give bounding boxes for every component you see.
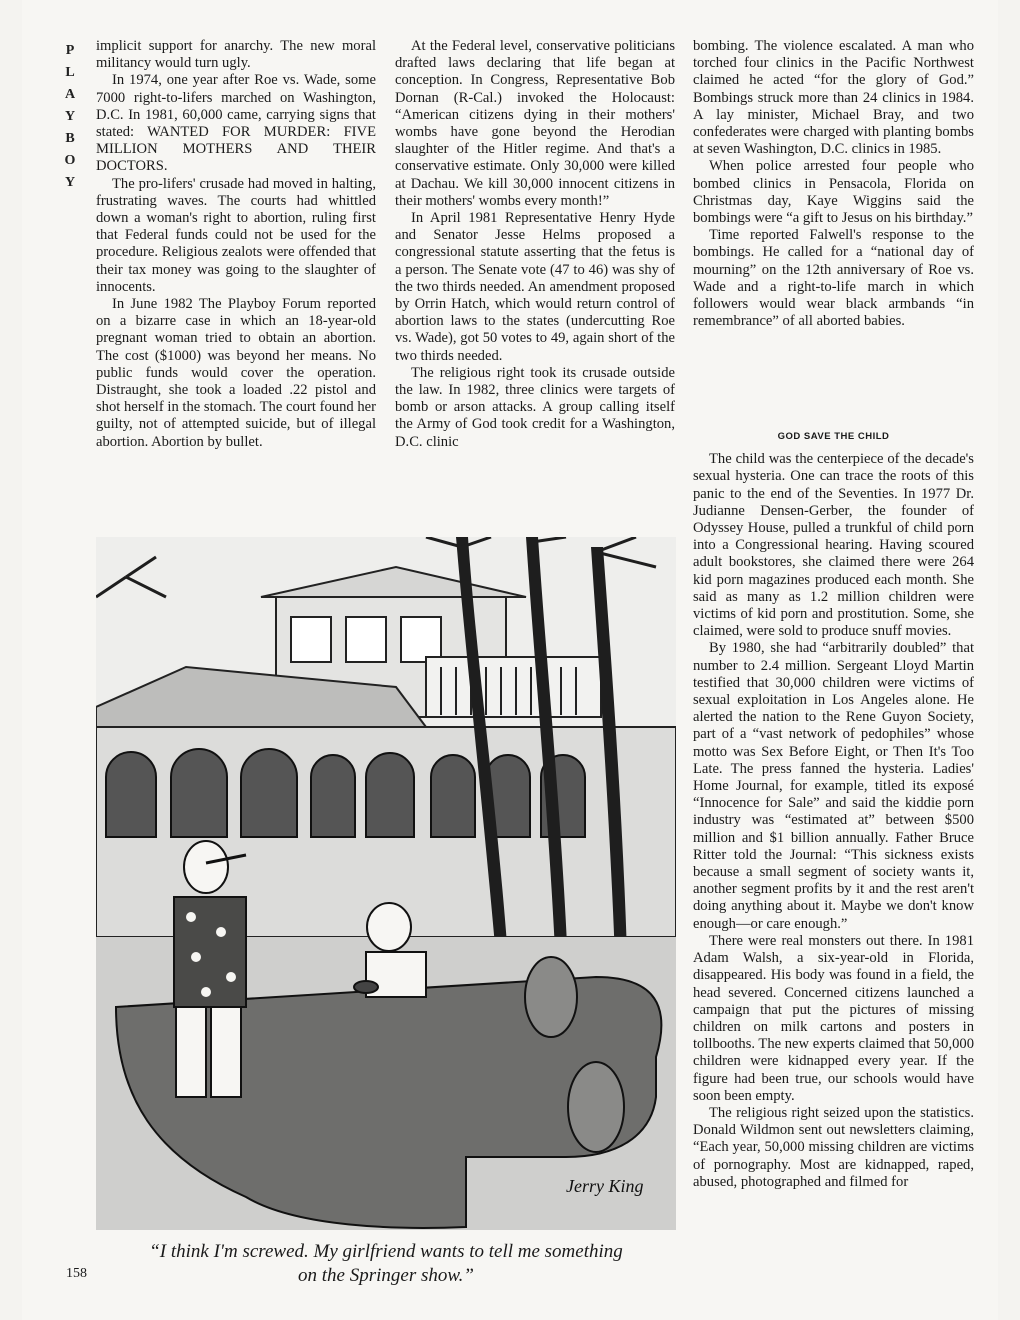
paragraph: The child was the centerpiece of the decade's sexual hysteria. One can trace the roots of this panic to the end of the Seventies. In 1977 Dr. Judianne Densen-Gerber, the founder of Odyssey House, pulled a trunkful of child porn into a Congressional hearing. Having scoured adult bookstores, she claimed there were 264 kid porn magazines produced each month. She said as many as 1.2 million children were victims of kid porn and prostitution. Some, she claimed, were sold to produce snuff movies. [693,451,974,640]
paragraph: bombing. The violence escalated. A man who torched four clinics in the Pacific Northwest claimed he acted “for the glory of God.” Bombings struck more than 24 clinics in 1984. A lay minister, Michael Bray, and two confederates were charged with planting bombs at seven Washington, D.C. clinics in 1985. [693,38,974,158]
paragraph: At the Federal level, conservative politicians drafted laws declaring that life began at conception. In Congress, Representative Bob Dornan (R-Cal.) invoked the Holocaust: “American citizens dying in their mothers' wombs have gone beyond the Herodian slaughter of the Hitler regime. And that's a conservative estimate. Only 30,000 were killed at Dachau. We kill 30,000 innocent citizens in their mothers' wombs every month!” [395,38,675,209]
paragraph: In June 1982 The Playboy Forum reported on a bizarre case in which an 18-year-old pregnant woman tried to obtain an abortion. The cost ($1000) was beyond her means. No public funds would cover the operation. Distraught, she took a loaded .22 pistol and shot herself in the stomach. The court found her guilty, not of attempted suicide, but of illegal abortion. Abortion by bullet. [96,296,376,450]
paragraph: The pro-lifers' crusade had moved in halting, frustrating waves. The courts had whittled down a woman's right to abortion, ruling first that Federal funds could not be used for the procedure. Religious zealots were offended that their tax money was going to the slaughter of innocents. [96,175,376,295]
paragraph: By 1980, she had “arbitrarily doubled” that number to 2.4 million. Sergeant Lloyd Martin testified that 30,000 children were victims of sexual exploitation in Los Angeles alone. He alerted the nation to the Rene Guyon Society, part of a “vast network of pedophiles” whose motto was Sex Before Eight, or Then It's Too Late. The press fanned the hysteria. Ladies' Home Journal, for example, titled its exposé “Innocence for Sale” and said the kiddie porn industry was “estimated at” between $500 million and $1 billion annually. Father Bruce Ritter told the Journal: “This sickness exists because a small segment of society wants it, another segment profits by it and the rest aren't doing anything about it. Maybe we don't know enough—or care enough.” [693,640,974,932]
running-head-letter: A [64,87,76,102]
cartoonist-signature: Jerry King [566,1176,644,1196]
page-number: 158 [66,1266,87,1281]
text-column-3-top [693,38,974,330]
running-head-letter: Y [64,175,76,190]
cartoon-drawing [96,537,676,1230]
caption-line: on the Springer show.” [298,1265,474,1286]
running-head-letter: P [65,43,75,58]
running-head-letter: Y [64,109,76,124]
paragraph: In 1974, one year after Roe vs. Wade, some 7000 right-to-lifers marched on Washington, D.C. In 1981, 60,000 came, carrying signs that stated: WANTED FOR MURDER: FIVE MILLION MOTHERS AND THEIR DOCTORS. [96,72,376,175]
paragraph: The religious right seized upon the statistics. Donald Wildmon sent out newsletters claiming, “Each year, 50,000 missing children are victims of pornography. Most are kidnapped, raped, abused, photographed and filmed for [693,1104,974,1190]
paragraph: implicit support for anarchy. The new moral militancy would turn ugly. [96,38,376,72]
text-column-3-bottom [693,422,974,1191]
running-head-letter: L [65,65,75,80]
section-subhead: GOD SAVE THE CHILD [777,431,890,442]
magazine-page [22,0,998,1320]
running-head-letter: B [65,131,75,146]
running-head [60,40,80,194]
caption-line: “I think I'm screwed. My girlfriend wants to tell me something [149,1241,623,1262]
text-column-2 [395,38,675,451]
paragraph: Time reported Falwell's response to the bombings. He called for a “national day of mourning” on the 12th anniversary of Roe vs. Wade and a right-to-life march in which followers would wear black armbands “in remembrance” of all aborted babies. [693,227,974,330]
paragraph: When police arrested four people who bombed clinics in Pensacola, Florida on Christmas day, Kaye Wiggins said the bombings were “a gift to Jesus on his birthday.” [693,158,974,227]
paragraph: The religious right took its crusade outside the law. In 1982, three clinics were targets of bomb or arson attacks. A group calling itself the Army of God took credit for a Washington, D.C. clinic [395,364,675,450]
text-column-1 [96,38,376,451]
cartoon-illustration [96,537,676,1230]
cartoon-caption [96,1240,676,1288]
running-head-letter: O [64,153,76,168]
paragraph: There were real monsters out there. In 1981 Adam Walsh, a six-year-old in Florida, disappeared. His body was found in a field, the head severed. Concerned citizens launched a campaign that put the pictures of missing children on milk cartons and posters in tollbooths. The new experts claimed that 50,000 children were kidnapped every year. If the figure had been true, our schools would have soon been empty. [693,932,975,1104]
paragraph: In April 1981 Representative Henry Hyde and Senator Jesse Helms proposed a congressional statute asserting that the fetus is a person. The Senate vote (47 to 46) was shy of the two thirds needed. An amendment proposed by Orrin Hatch, which would return control of abortion laws to the states (undercutting Roe vs. Wade), got 50 votes to 49, again short of the two thirds needed. [395,210,675,364]
